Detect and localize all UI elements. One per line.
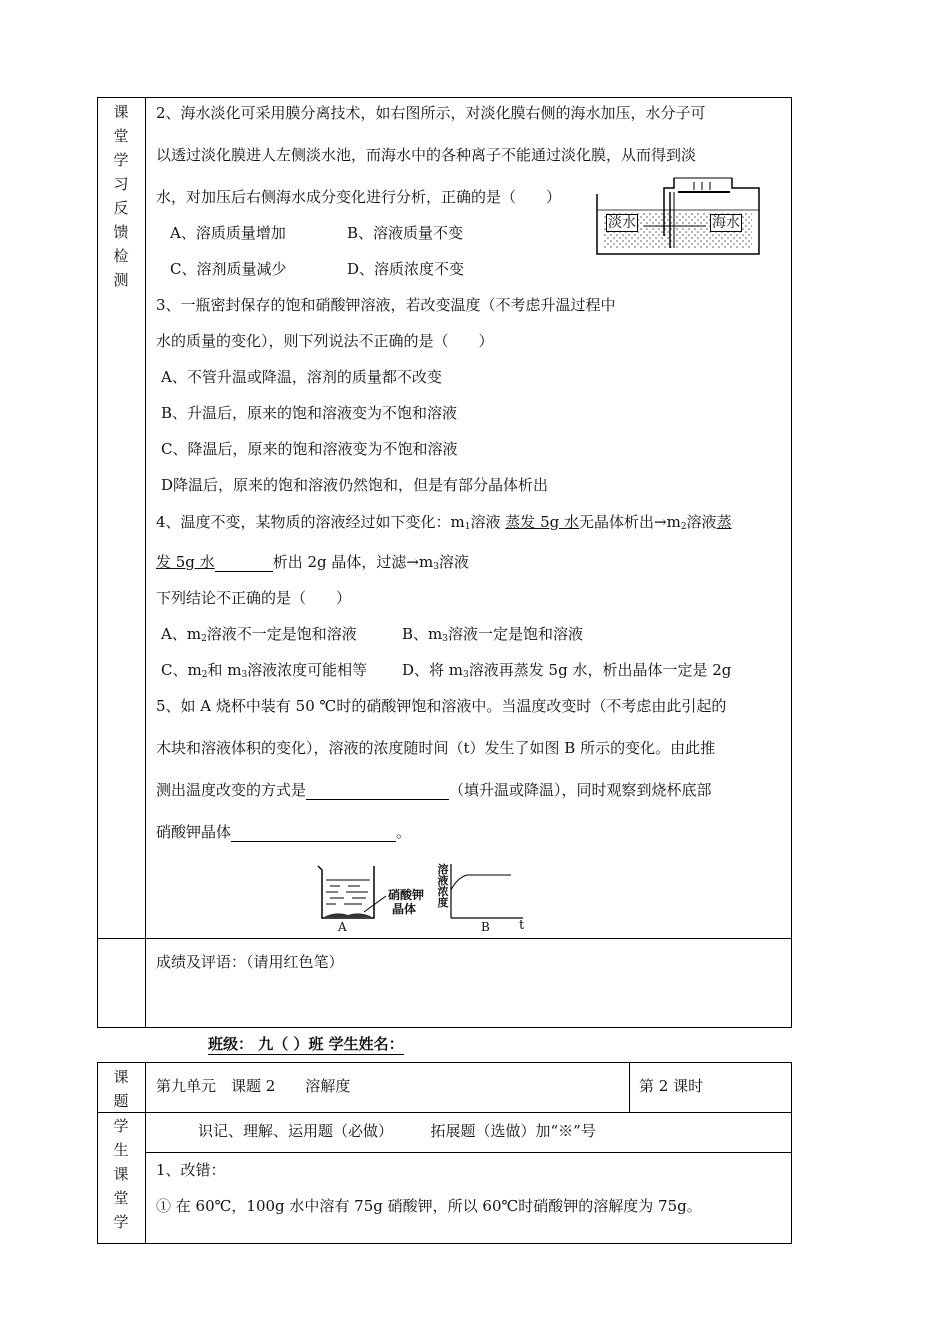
q4-text: 溶液 [438,553,469,571]
label-char: 课 [113,1165,129,1183]
label-char: 学 [113,1117,129,1135]
side-char: 课 [113,103,129,121]
side-char: 习 [113,175,129,193]
lesson-period: 第 2 课时 [639,1077,704,1095]
answer-blank-1[interactable] [306,783,449,800]
subscript: 2 [201,634,207,644]
lesson-topic: 第九单元 课题 2 溶解度 [156,1077,351,1095]
q4-text: m [418,553,434,571]
crystal-label-2: 晶体 [392,902,417,916]
q2-option-a: A、溶质质量增加 [170,224,286,242]
q4-evaporate-2b: 发 5g 水 [156,553,215,571]
subscript: 3 [442,634,448,644]
correction-item-1: ① 在 60℃，100g 水中溶有 75g 硝酸钾，所以 60℃时硝酸钾的溶解度为 75g。 [156,1197,702,1215]
q4-text: 溶液 [470,513,506,531]
q4-line2 [156,551,469,572]
q5-text: 。 [396,823,412,841]
grade-comment-label: 成绩及评语：（请用红色笔） [156,953,344,971]
q4-text: 溶液一定是饱和溶液 [447,625,583,643]
q5-text: 硝酸钾晶体 [156,823,232,841]
q4-option-a [161,623,357,644]
topic-char: 题 [113,1092,129,1110]
y-label-char: 度 [437,896,449,909]
side-char: 测 [113,271,129,289]
side-char: 反 [113,199,129,217]
q2-option-b: B、溶液质量不变 [347,224,464,242]
seawater-label: 海水 [712,215,740,231]
q4-text: 和 m [207,661,242,679]
exercise-type-note: 识记、理解、运用题（必做） 拓展题（选做）加“※”号 [198,1122,596,1140]
answer-blank-2[interactable] [231,825,396,842]
q5-line3 [156,779,712,800]
q4-text: C、m [161,661,202,679]
blank-line [215,555,273,572]
y-label-char: 液 [437,874,449,887]
y-label-char: 溶 [437,863,449,876]
graph-y-label [437,864,449,908]
q2-line1: 2、海水淡化可采用膜分离技术，如右图所示，对淡化膜右侧的海水加压，水分子可 [156,104,706,122]
q4-option-c [161,659,367,680]
q4-text: 溶液浓度可能相等 [247,661,368,679]
q3-option-a: A、不管升温或降温，溶剂的质量都不改变 [161,368,442,386]
q4-text: 溶液再蒸发 5g 水，析出晶体一定是 2g [468,661,732,679]
q4-text: m [666,513,681,531]
label-char: 堂 [113,1189,129,1207]
q5-text: （填升温或降温），同时观察到烧杯底部 [449,781,712,799]
q4-line1 [156,511,732,532]
figure-b-caption: B [481,920,490,934]
q2-line2: 以透过淡化膜进人左侧淡水池，而海水中的各种离子不能通过淡化膜，从而得到淡 [156,146,697,164]
subscript: 3 [241,670,248,680]
subscript: 2 [201,670,208,680]
beaker-figure-a [316,862,436,934]
arrow-icon: → [654,513,667,531]
time-axis-label: t [519,918,525,933]
correction-heading: 1、改错： [156,1161,226,1179]
side-char: 馈 [113,223,129,241]
class-name-line: 班级： 九（ ）班 学生姓名： [208,1035,404,1053]
q4-line3: 下列结论不正确的是（ ） [156,589,352,607]
q5-line2: 木块和溶液体积的变化），溶液的浓度随时间（t）发生了如图 B 所示的变化。由此推 [156,739,716,757]
q4-evaporate-1: 蒸发 5g 水 [505,513,579,531]
q4-text: D、将 m [402,661,464,679]
q4-text: 析出 2g 晶体，过滤 [272,553,407,571]
q3-option-c: C、降温后，原来的饱和溶液变为不饱和溶液 [161,440,458,458]
q3-option-d: D降温后，原来的饱和溶液仍然饱和，但是有部分晶体析出 [161,476,549,494]
label-char: 学 [113,1213,129,1231]
q4-text: A、m [161,625,202,643]
q4-text: 溶液 [686,513,717,531]
q5-line1: 5、如 A 烧杯中装有 50 ℃时的硝酸钾饱和溶液中。当温度改变时（不考虑由此引起的 [156,697,727,715]
q3-line1: 3、一瓶密封保存的饱和硝酸钾溶液，若改变温度（不考虑升温过程中 [156,296,616,314]
q2-option-d: D、溶质浓度不变 [347,260,465,278]
q4-text: B、m [402,625,443,643]
figure-a-caption: A [338,920,347,934]
topic-char: 课 [113,1068,129,1086]
q2-line3: 水，对加压后右侧海水成分变化进行分析，正确的是（ ） [156,188,562,206]
y-label-char: 浓 [437,885,449,898]
crystal-label-1: 硝酸钾 [388,888,425,902]
q4-option-b [402,623,583,644]
q2-option-c: C、溶剂质量减少 [170,260,287,278]
q4-text: 无晶体析出 [578,513,654,531]
q4-text: 溶液不一定是饱和溶液 [206,625,357,643]
q5-line4 [156,821,411,842]
subscript: 3 [433,562,439,572]
concentration-graph-b [437,862,537,934]
fresh-water-label: 淡水 [608,215,636,231]
arrow-icon: → [406,553,419,571]
label-char: 生 [113,1141,129,1159]
q4-evaporate-2a: 蒸 [716,513,732,531]
q3-option-b: B、升温后，原来的饱和溶液变为不饱和溶液 [161,404,458,422]
q5-text: 测出温度改变的方式是 [156,781,307,799]
side-char: 学 [113,151,129,169]
side-char: 检 [113,247,129,265]
side-char: 堂 [113,127,129,145]
q3-line2: 水的质量的变化），则下列说法不正确的是（ ） [156,332,494,350]
q4-text: 4、温度不变，某物质的溶液经过如下变化：m [156,513,465,531]
membrane-diagram [594,176,764,256]
subscript: 3 [463,670,469,680]
subscript: 2 [680,522,687,532]
q4-option-d [402,659,731,680]
subscript: 1 [464,522,471,532]
